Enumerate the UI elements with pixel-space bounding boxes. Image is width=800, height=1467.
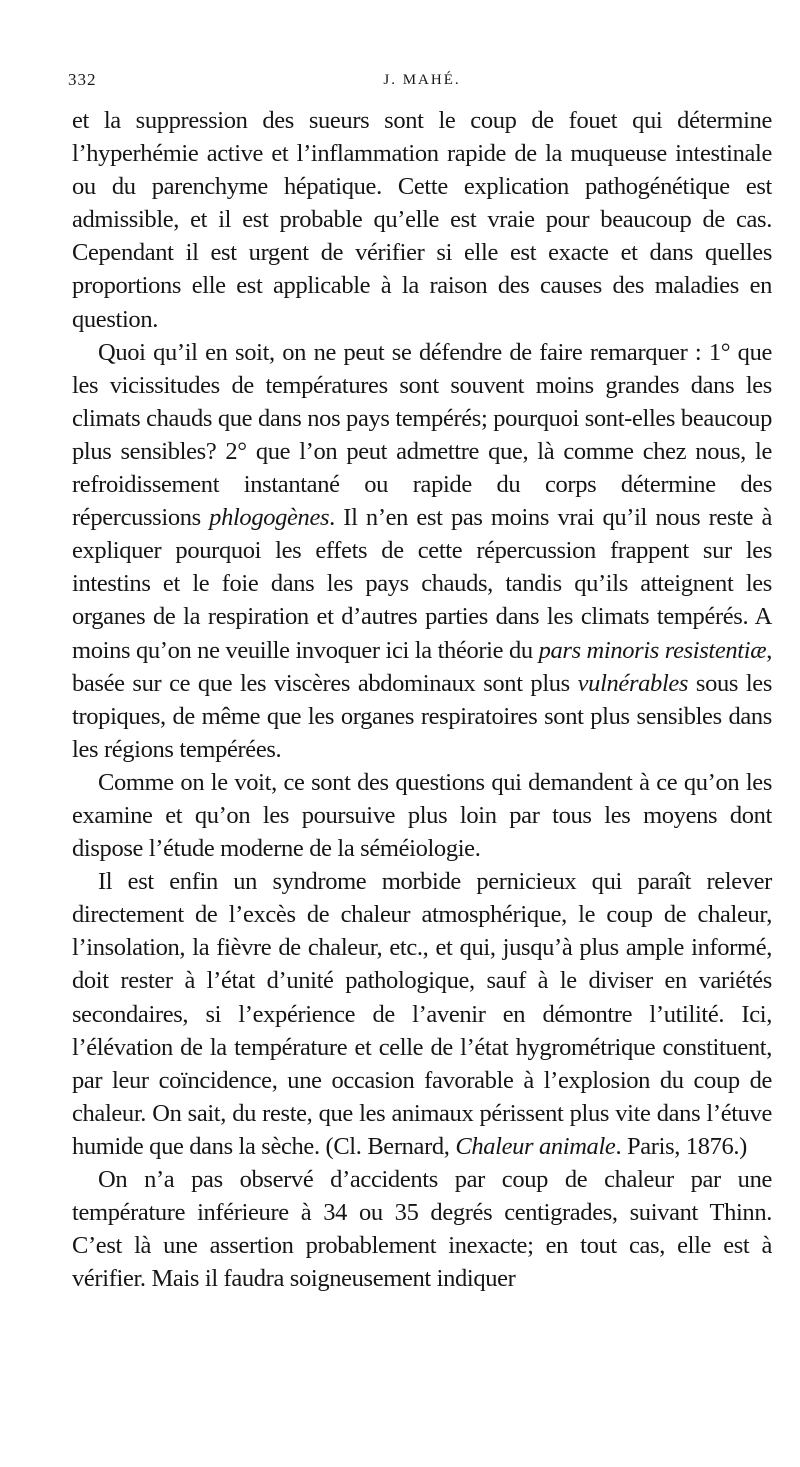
paragraph-5	[72, 1163, 772, 1295]
paragraph-5-text: On n’a pas observé d’accidents par coup de chaleur par une température inférieure à 34 ou 35 degrés centigrades, suivant Thinn. C’est là une assertion probablement inexacte; en tout cas, elle est à vérifier. Mais il faudra soigneusement indiquer	[72, 1166, 772, 1293]
page-number: 332	[68, 70, 97, 89]
paragraph-2-text-a: Quoi qu’il en soit, on ne peut se défendre de faire remarquer : 1° que les vicissitudes de températures sont souvent moins grandes dans les climats chauds que dans nos pays tempérés; pourquoi sont-elles beaucoup plus sensibles? 2° que l’on peut admettre que, là comme chez nous, le refroidissement instantané ou rapide du corps détermine des répercussions	[72, 338, 772, 532]
running-head	[68, 70, 772, 104]
italic-phlogogenes: phlogogènes	[209, 504, 330, 532]
paragraph-3-text: Comme on le voit, ce sont des questions qui demandent à ce qu’on les examine et qu’on les poursuive plus loin par tous les moyens dont dispose l’étude moderne de la séméiologie.	[72, 768, 772, 863]
paragraph-4-text-a: Il est enfin un syndrome morbide pernicieux qui paraît relever directement de l’excès de chaleur atmosphérique, le coup de chaleur, l’insolation, la fièvre de chaleur, etc., et qui, jusqu’à plus ample informé, doit rester à l’état d’unité pathologique, sauf à le diviser en variétés secondaires, si l’expérience de l’avenir en démontre l’utilité. Ici, l’élévation de la température et celle de l’état hygrométrique constituent, par leur coïncidence, une occasion favorable à l’explosion du coup de chaleur. On sait, du reste, que les animaux périssent plus vite dans l’étuve humide que dans la sèche. (Cl. Bernard,	[72, 868, 772, 1160]
running-title: J. MAHÉ.	[383, 72, 461, 88]
italic-pars-minoris: pars minoris resistentiæ	[538, 636, 767, 664]
paragraph-2-text-c: , basée sur ce que les viscères abdominaux sont plus	[72, 636, 772, 697]
paragraph-3	[72, 766, 772, 865]
paragraph-4-text-b: . Paris, 1876.)	[615, 1132, 747, 1160]
paragraph-2	[72, 336, 772, 766]
italic-vulnerables: vulnérables	[577, 669, 689, 697]
paragraph-2-text-d: sous les tropiques, de même que les organes respiratoires sont plus sensibles dans les régions tempérées.	[72, 669, 773, 763]
book-page	[68, 70, 773, 1295]
paragraph-2-text-b: . Il n’en est pas moins vrai qu’il nous reste à expliquer pourquoi les effets de cette répercussion frappent sur les intestins et le foie dans les pays chauds, tandis qu’ils atteignent les organes de la respiration et d’autres parties dans les climats tempérés. A moins qu’on ne veuille invoquer ici la théorie du	[72, 504, 773, 664]
paragraph-1-text: et la suppression des sueurs sont le coup de fouet qui détermine l’hyperhémie active et l’inflammation rapide de la muqueuse intestinale ou du parenchyme hépatique. Cette explication pathogénétique est admissible, et il est probable qu’elle est vraie pour beaucoup de cas. Cependant il est urgent de vérifier si elle est exacte et dans quelles proportions elle est applicable à la raison des causes des maladies en question.	[72, 107, 772, 333]
body-text	[72, 104, 772, 1295]
paragraph-1	[72, 104, 772, 336]
italic-chaleur-animale: Chaleur animale	[455, 1132, 616, 1160]
paragraph-4	[72, 865, 772, 1163]
